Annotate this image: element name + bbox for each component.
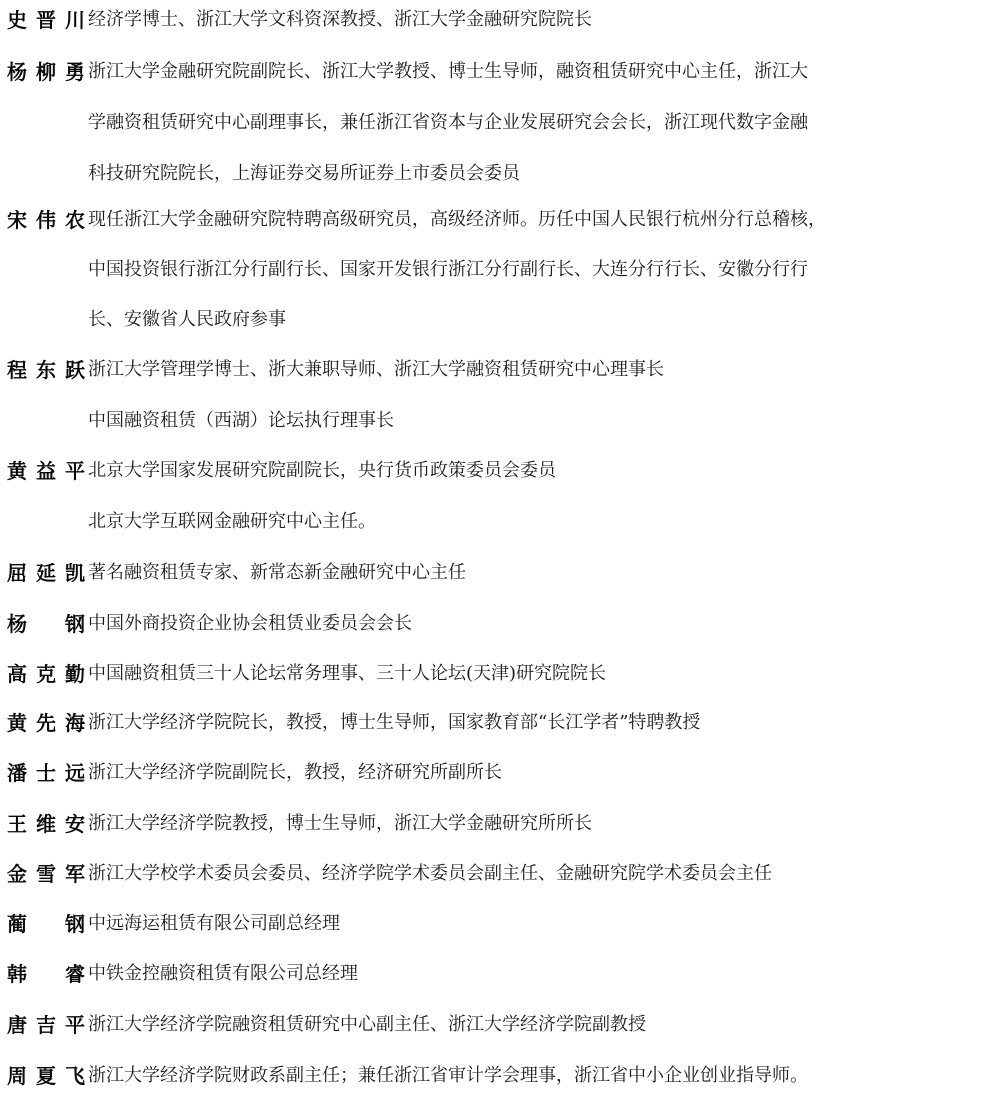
expert-name: 高 克 勤 bbox=[7, 662, 85, 686]
expert-description: 浙江大学经济学院财政系副主任；兼任浙江省审计学会理事，浙江省中小企业创业指导师。 bbox=[88, 1065, 808, 1086]
expert-name: 屈 延 凯 bbox=[7, 561, 85, 585]
expert-description: 经济学博士、浙江大学文科资深教授、浙江大学金融研究院院长 bbox=[88, 9, 592, 30]
expert-name: 潘 士 远 bbox=[7, 761, 85, 785]
expert-name: 宋 伟 农 bbox=[7, 208, 85, 232]
expert-description: 现任浙江大学金融研究院特聘高级研究员，高级经济师。历任中国人民银行杭州分行总稽核， 中国投资银行浙江分行副行长、国家开发银行浙江分行副行长、大连分行行长、安徽分行行 长、安徽省人民政府参事 bbox=[88, 209, 826, 330]
expert-description: 中国外商投资企业协会租赁业委员会会长 bbox=[88, 613, 412, 634]
expert-description: 著名融资租赁专家、新常态新金融研究中心主任 bbox=[88, 562, 466, 583]
expert-name: 杨 钢 bbox=[7, 612, 85, 636]
expert-description: 中国融资租赁三十人论坛常务理事、三十人论坛(天津)研究院院长 bbox=[88, 663, 607, 684]
expert-description: 北京大学国家发展研究院副院长，央行货币政策委员会委员 北京大学互联网金融研究中心主任。 bbox=[88, 460, 556, 532]
expert-name: 黄 先 海 bbox=[7, 711, 85, 735]
expert-description: 中远海运租赁有限公司副总经理 bbox=[88, 913, 340, 934]
expert-description: 浙江大学经济学院院长，教授，博士生导师，国家教育部“长江学者”特聘教授 bbox=[88, 712, 701, 733]
expert-description: 浙江大学管理学博士、浙大兼职导师、浙江大学融资租赁研究中心理事长 中国融资租赁（西湖）论坛执行理事长 bbox=[88, 359, 664, 431]
expert-description: 浙江大学经济学院教授，博士生导师，浙江大学金融研究所所长 bbox=[88, 813, 592, 834]
expert-name: 唐 吉 平 bbox=[7, 1013, 85, 1037]
expert-description: 浙江大学经济学院副院长，教授，经济研究所副所长 bbox=[88, 762, 502, 783]
expert-name: 蔺 钢 bbox=[7, 912, 85, 936]
expert-description: 浙江大学金融研究院副院长、浙江大学教授、博士生导师，融资租赁研究中心主任，浙江大 学融资租赁研究中心副理事长，兼任浙江省资本与企业发展研究会会长，浙江现代数字金融 科技研究院院长，上海证券交易所证券上市委员会委员 bbox=[88, 61, 808, 184]
expert-name: 杨 柳 勇 bbox=[7, 60, 85, 84]
expert-name: 史 晋 川 bbox=[7, 8, 85, 32]
expert-name: 韩 睿 bbox=[7, 962, 85, 986]
expert-name: 王 维 安 bbox=[7, 812, 85, 836]
expert-name: 黄 益 平 bbox=[7, 459, 85, 483]
expert-name: 金 雪 军 bbox=[7, 862, 85, 886]
expert-description: 浙江大学经济学院融资租赁研究中心副主任、浙江大学经济学院副教授 bbox=[88, 1014, 646, 1035]
expert-name: 周 夏 飞 bbox=[7, 1064, 85, 1088]
expert-name: 程 东 跃 bbox=[7, 358, 85, 382]
expert-description: 浙江大学校学术委员会委员、经济学院学术委员会副主任、金融研究院学术委员会主任 bbox=[88, 863, 772, 884]
expert-description: 中铁金控融资租赁有限公司总经理 bbox=[88, 963, 358, 984]
